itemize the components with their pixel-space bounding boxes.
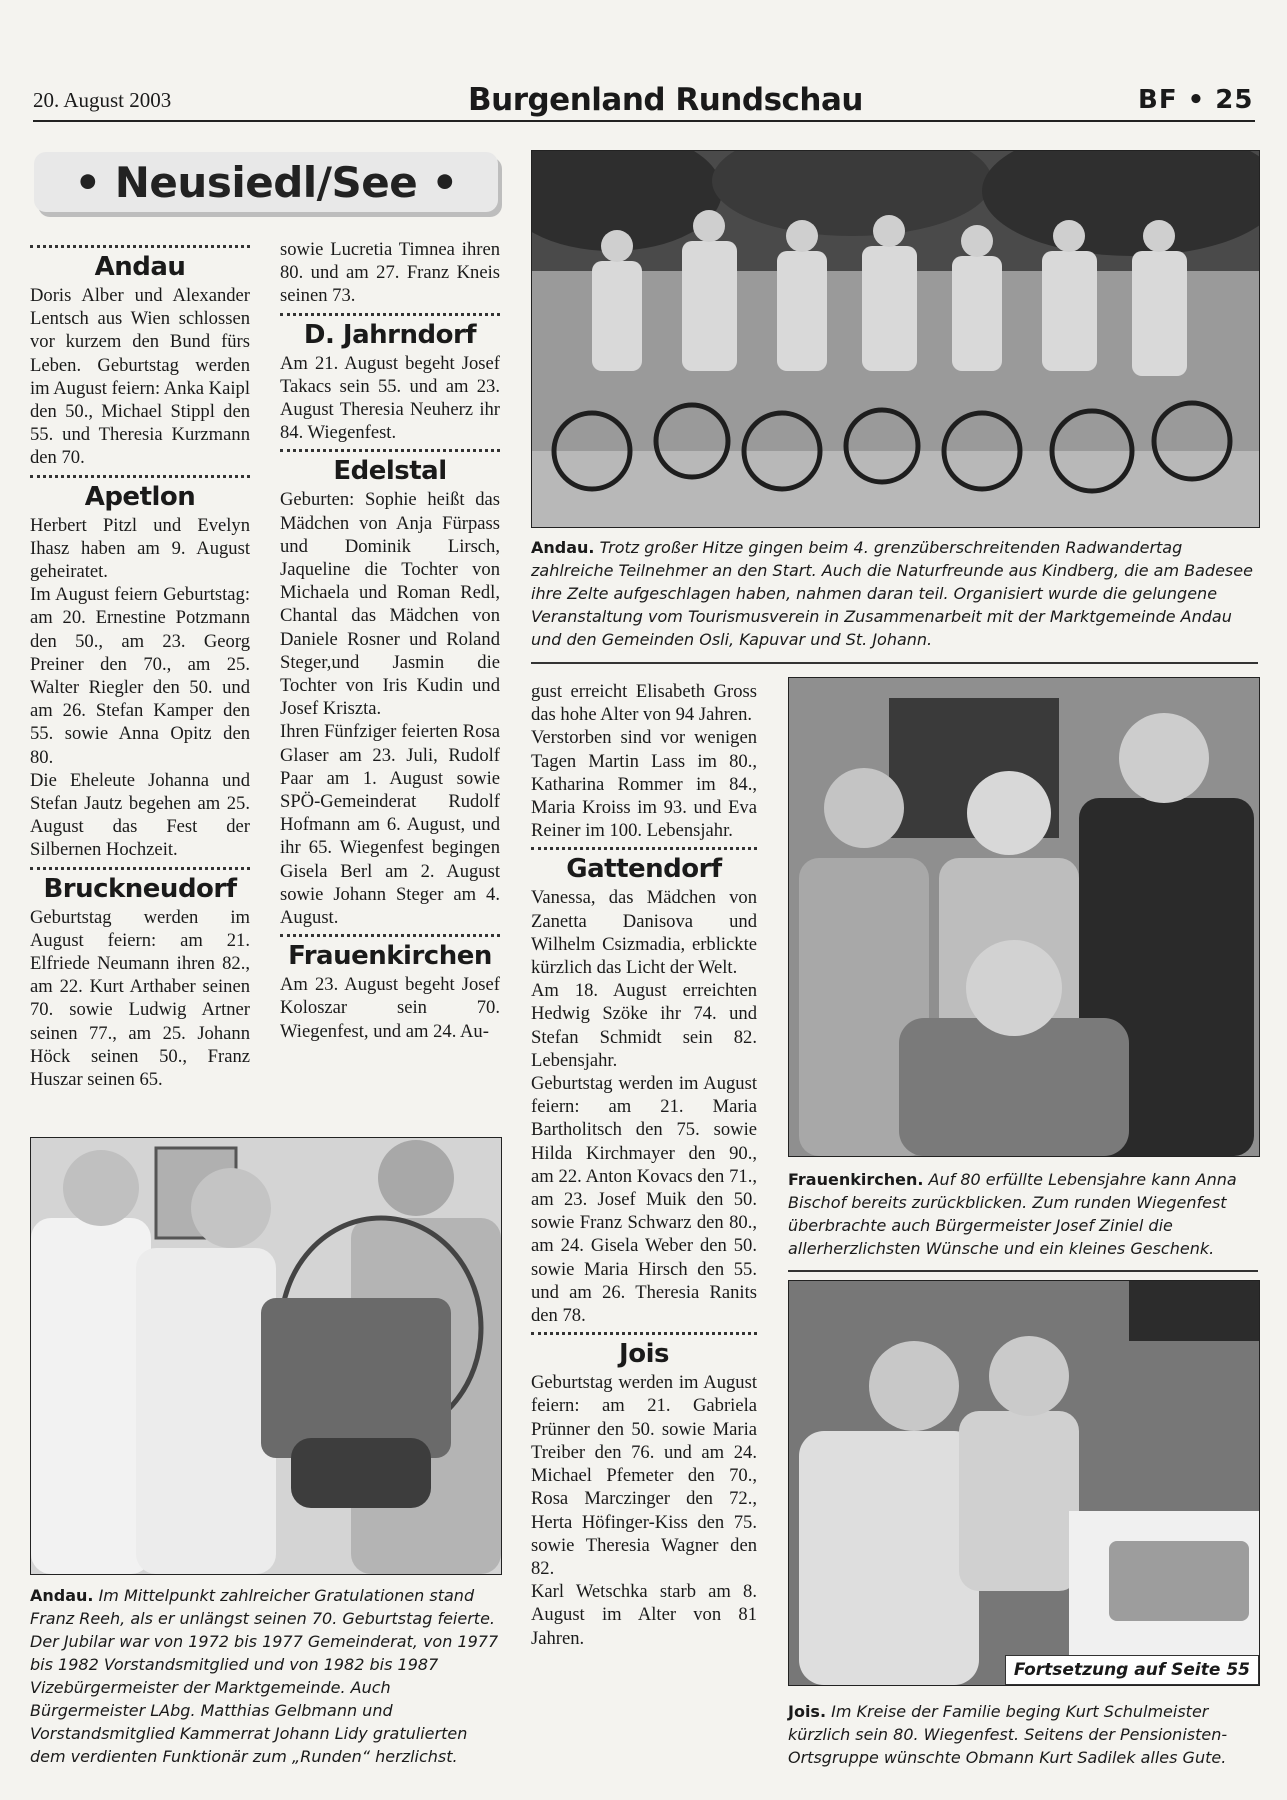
article-apetlon-3: Die Eheleute Johanna und Stefan Jautz begehen am 25. August das Fest der Silbernen Hochzeit. [30, 769, 250, 861]
heading-gattendorf: Gattendorf [566, 854, 722, 885]
article-jois-2: Karl Wetschka starb am 8. August im Alter von 81 Jahren. [531, 1581, 757, 1649]
caption-basket [30, 1584, 500, 1768]
heading-frauenkirchen: Frauenkirchen [288, 941, 492, 972]
caption-text: Im Kreise der Familie beging Kurt Schulmeister kürzlich sein 80. Wiegenfest. Seitens der Pensionisten-Ortsgruppe wünschte Obmann Kurt Sadilek alles Gute. [788, 1702, 1228, 1767]
caption-text: Auf 80 erfüllte Lebensjahre kann Anna Bischof bereits zurückblicken. Zum runden Wiegenfest überbrachte auch Bürgermeister Josef Ziniel die allerherzlichsten Wünsche und ein kleines Geschenk. [788, 1170, 1237, 1258]
caption-lead: Frauenkirchen. [788, 1170, 924, 1189]
newspaper-title: Burgenland Rundschau [468, 82, 863, 118]
divider [30, 867, 250, 870]
caption-lead: Andau. [30, 1586, 94, 1605]
caption-text: Im Mittelpunkt zahlreicher Gratulationen stand Franz Reeh, als er unlängst seinen 70. Geburtstag feierte. Der Jubilar war von 1972 bis 1977 Gemeinderat, von 1977 bis 1982 Vorstandsmitglied und von 1982 bis 1987 Vizebürgermeister der Marktgemeinde. Auch Bürgermeister LAbg. Matthias Gelbmann und Vorstandsmitglied Kammerrat Johann Lidy gratulierten dem verdienten Funktionär zum „Runden“ herzlichst. [30, 1586, 499, 1766]
heading-d-jahrndorf: D. Jahrndorf [303, 319, 477, 350]
divider [280, 313, 500, 316]
caption-frauenkirchen [788, 1168, 1258, 1260]
issue-date: 20. August 2003 [33, 88, 172, 112]
article-frauenkirchen: Am 23. August begeht Josef Koloszar sein 70. Wiegenfest, und am 24. Au- [280, 974, 500, 1042]
caption-lead: Andau. [531, 538, 595, 557]
article-frauenkirchen-continued-2: Verstorben sind vor wenigen Tagen Martin Lass im 80., Katharina Rommer im 84., Maria Kroiss im 93. und Eva Reiner im 100. Lebensjahr. [531, 727, 757, 842]
article-andau: Doris Alber und Alexander Lentsch aus Wien schlossen vor kurzem den Bund fürs Leben. Geburtstag werden im August feiern: Anka Kaipl den 50., Michael Stippl den 55. und Theresia Kurzmann den 70. [30, 285, 250, 469]
caption-cyclists [531, 536, 1258, 651]
article-edelstal-1: Geburten: Sophie heißt das Mädchen von Anja Fürpass und Dominik Lirsch, Jaqueline die Tochter von Michaela und Roman Redl, Chantal das Mädchen von Daniele Rosner und Roland Steger,und Jasmin die Tochter von Iris Kudin und Josef Kriszta. [280, 489, 500, 720]
article-gattendorf-3: Geburtstag werden im August feiern: am 21. Maria Bartholitsch den 75. sowie Hilda Kirchmayer den 90., am 22. Anton Kovacs den 71., am 23. Josef Muik den 50. sowie Franz Schwarz den 80., am 24. Gisela Weber den 50. sowie Maria Hirsch den 55. und am 26. Theresia Ranits den 78. [531, 1073, 757, 1327]
article-jois-1: Geburtstag werden im August feiern: am 21. Gabriela Prünner den 50. sowie Maria Treiber den 76. und am 24. Michael Pfemeter den 70., Rosa Marczinger den 72., Herta Höfinger-Kiss den 75. sowie Theresia Wagner den 82. [531, 1372, 757, 1579]
photo-cyclists [531, 150, 1260, 528]
article-apetlon-1: Herbert Pitzl und Evelyn Ihasz haben am 9. August geheiratet. [30, 514, 250, 583]
heading-andau: Andau [94, 252, 186, 282]
photo-jois [788, 1280, 1260, 1686]
photo-frauenkirchen [788, 677, 1260, 1157]
divider [30, 245, 250, 248]
divider [531, 1332, 757, 1335]
page-number: BF • 25 [1138, 85, 1254, 115]
divider [531, 847, 757, 850]
article-apetlon-2: Im August feiern Geburtstag: am 20. Ernestine Potzmann den 50., am 23. Georg Preiner den 70., am 25. Walter Riegler den 50. und am 26. Stefan Kamper den 55. sowie Anna Opitz den 80. [30, 584, 250, 768]
article-gattendorf-2: Am 18. August erreichten Hedwig Szöke ihr 74. und Stefan Schmidt sein 82. Lebensjahr. [531, 980, 757, 1071]
divider [30, 475, 250, 478]
heading-bruckneudorf: Bruckneudorf [43, 873, 237, 904]
caption-jois [788, 1700, 1258, 1769]
heading-edelstal: Edelstal [333, 456, 447, 487]
column-3 [531, 680, 757, 1650]
heading-jois: Jois [619, 1339, 669, 1370]
continuation-badge: Fortsetzung auf Seite 55 [1005, 1655, 1259, 1685]
caption-text: Trotz großer Hitze gingen beim 4. grenzüberschreitenden Radwandertag zahlreiche Teilnehmer an den Start. Auch die Naturfreunde aus Kindberg, die am Badesee ihre Zelte aufgeschlagen haben, nahmen daran teil. Organisiert wurde die gelungene Veranstaltung vom Tourismusverein in Zusammenarbeit mit der Marktgemeinde Andau und den Gemeinden Osli, Kapuvar und St. Johann. [531, 538, 1253, 649]
article-frauenkirchen-continued-1: gust erreicht Elisabeth Gross das hohe Alter von 94 Jahren. [531, 681, 757, 726]
caption-lead: Jois. [788, 1702, 827, 1721]
divider [280, 934, 500, 937]
article-gattendorf-1: Vanessa, das Mädchen von Zanetta Danisova und Wilhelm Csizmadia, erblickte kürzlich das Licht der Welt. [531, 887, 757, 979]
caption-rule [788, 1270, 1258, 1272]
article-edelstal-2: Ihren Fünfziger feierten Rosa Glaser am 23. Juli, Rudolf Paar am 1. August sowie SPÖ-Gemeinderat Rudolf Hofmann am 6. August, und ihr 65. Wiegenfest begingen Gisela Berl am 2. August sowie Johann Steger am 4. August. [280, 721, 500, 929]
photo-basket [30, 1137, 502, 1575]
article-andau-continued: sowie Lucretia Timnea ihren 80. und am 27. Franz Kneis seinen 73. [280, 239, 500, 307]
column-1 [30, 240, 250, 1091]
column-2 [280, 238, 500, 1043]
section-title: • Neusiedl/See • [34, 152, 498, 212]
caption-rule [531, 662, 1258, 664]
article-bruckneudorf: Geburtstag werden im August feiern: am 21. Elfriede Neumann ihren 82., am 22. Kurt Arthaber seinen 70. sowie Ludwig Artner seinen 77., am 25. Johann Höck seinen 50., Franz Huszar seinen 65. [30, 906, 250, 1091]
header-rule [33, 120, 1255, 122]
heading-apetlon: Apetlon [84, 481, 196, 512]
divider [280, 449, 500, 452]
article-d-jahrndorf: Am 21. August begeht Josef Takacs sein 55. und am 23. August Theresia Neuherz ihr 84. Wiegenfest. [280, 352, 500, 444]
